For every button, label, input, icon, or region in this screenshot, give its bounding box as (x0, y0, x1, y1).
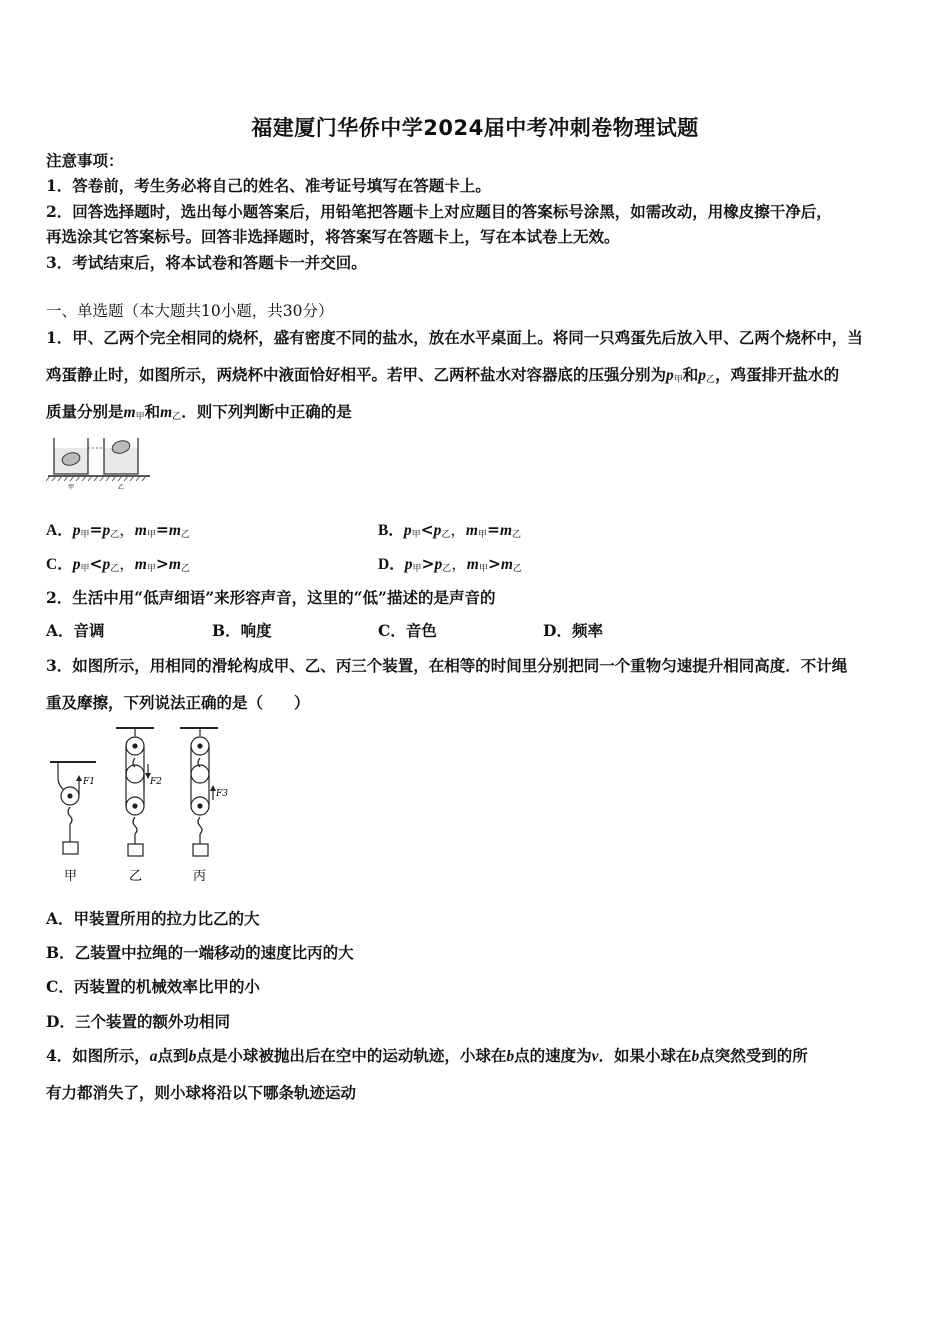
page-title: 福建厦门华侨中学2024届中考冲刺卷物理试题 (251, 116, 699, 140)
q3-option-a[interactable]: A．甲装置所用的拉力比乙的大 (46, 909, 260, 928)
notice-item-2-line-2: 再选涂其它答案标号。回答非选择题时，将答案写在答题卡上，写在本试卷上无效。 (46, 227, 620, 246)
q3-option-b[interactable]: B．乙装置中拉绳的一端移动的速度比丙的大 (46, 943, 354, 962)
notice-item-1: 1．答卷前，考生务必将自己的姓名、准考证号填写在答题卡上。 (46, 176, 491, 195)
q2-option-c[interactable]: C．音色 (378, 621, 437, 640)
q3-line-1: 3．如图所示，用相同的滑轮构成甲、乙、丙三个装置，在相等的时间里分别把同一个重物匀速提升相同高度．不计绳 (46, 656, 848, 675)
q1-option-c[interactable]: C．$p_甲<p_乙$，$m_甲>m_乙$ (46, 554, 190, 574)
q3-force-f2: F2 (150, 777, 162, 787)
q1-fig-label-yi: 乙 (118, 484, 125, 491)
q1-beakers-figure (46, 432, 154, 492)
q2-option-d[interactable]: D．频率 (543, 621, 603, 640)
q1-line-1: 1．甲、乙两个完全相同的烧杯，盛有密度不同的盐水，放在水平桌面上。将同一只鸡蛋先后放入甲、乙两个烧杯中，当 (46, 328, 863, 347)
q1-option-b[interactable]: B．$p_甲<p_乙$，$m_甲=m_乙$ (378, 520, 522, 540)
q3-line-2: 重及摩擦，下列说法正确的是（ ） (46, 693, 310, 712)
q3-label-bing: 丙 (193, 869, 207, 884)
notice-item-2-line-1: 2．回答选择题时，选出每小题答案后，用铅笔把答题卡上对应题目的答案标号涂黑，如需改动，用橡皮擦干净后， (46, 202, 832, 221)
q1-option-a[interactable]: A．$p_甲=p_乙$，$m_甲=m_乙$ (46, 520, 190, 540)
q4-line-2: 有力都消失了，则小球将沿以下哪条轨迹运动 (46, 1083, 357, 1102)
q3-pulleys-figure (44, 720, 244, 890)
q3-force-f3: F3 (216, 789, 228, 799)
q1-option-d[interactable]: D．$p_甲>p_乙$，$m_甲>m_乙$ (378, 554, 522, 574)
q3-label-jia: 甲 (64, 869, 78, 884)
q2-stem: 2．生活中用“低声细语”来形容声音，这里的“低”描述的是声音的 (46, 588, 496, 607)
notice-item-3: 3．考试结束后，将本试卷和答题卡一并交回。 (46, 253, 367, 272)
q1-fig-label-jia: 甲 (68, 484, 75, 491)
q3-force-f1: F1 (83, 777, 95, 787)
section-1-heading: 一、单选题（本大题共10小题，共30分） (46, 302, 334, 320)
notice-heading: 注意事项： (46, 151, 124, 170)
q3-label-yi: 乙 (129, 869, 143, 884)
q1-line-2: 鸡蛋静止时，如图所示，两烧杯中液面恰好相平。若甲、乙两杯盐水对容器底的压强分别为$p_甲$和$p_乙$，鸡蛋排开盐水的 (46, 365, 840, 385)
q3-option-d[interactable]: D．三个装置的额外功相同 (46, 1012, 230, 1031)
q3-option-c[interactable]: C．丙装置的机械效率比甲的小 (46, 977, 260, 996)
q4-line-1: 4．如图所示，a点到b点是小球被抛出后在空中的运动轨迹，小球在b点的速度为v．如果小球在b点突然受到的所 (46, 1046, 808, 1065)
q1-line-3: 质量分别是$m_甲$和$m_乙$．则下列判断中正确的是 (46, 402, 352, 422)
q2-option-a[interactable]: A．音调 (46, 621, 105, 640)
q2-option-b[interactable]: B．响度 (212, 621, 272, 640)
